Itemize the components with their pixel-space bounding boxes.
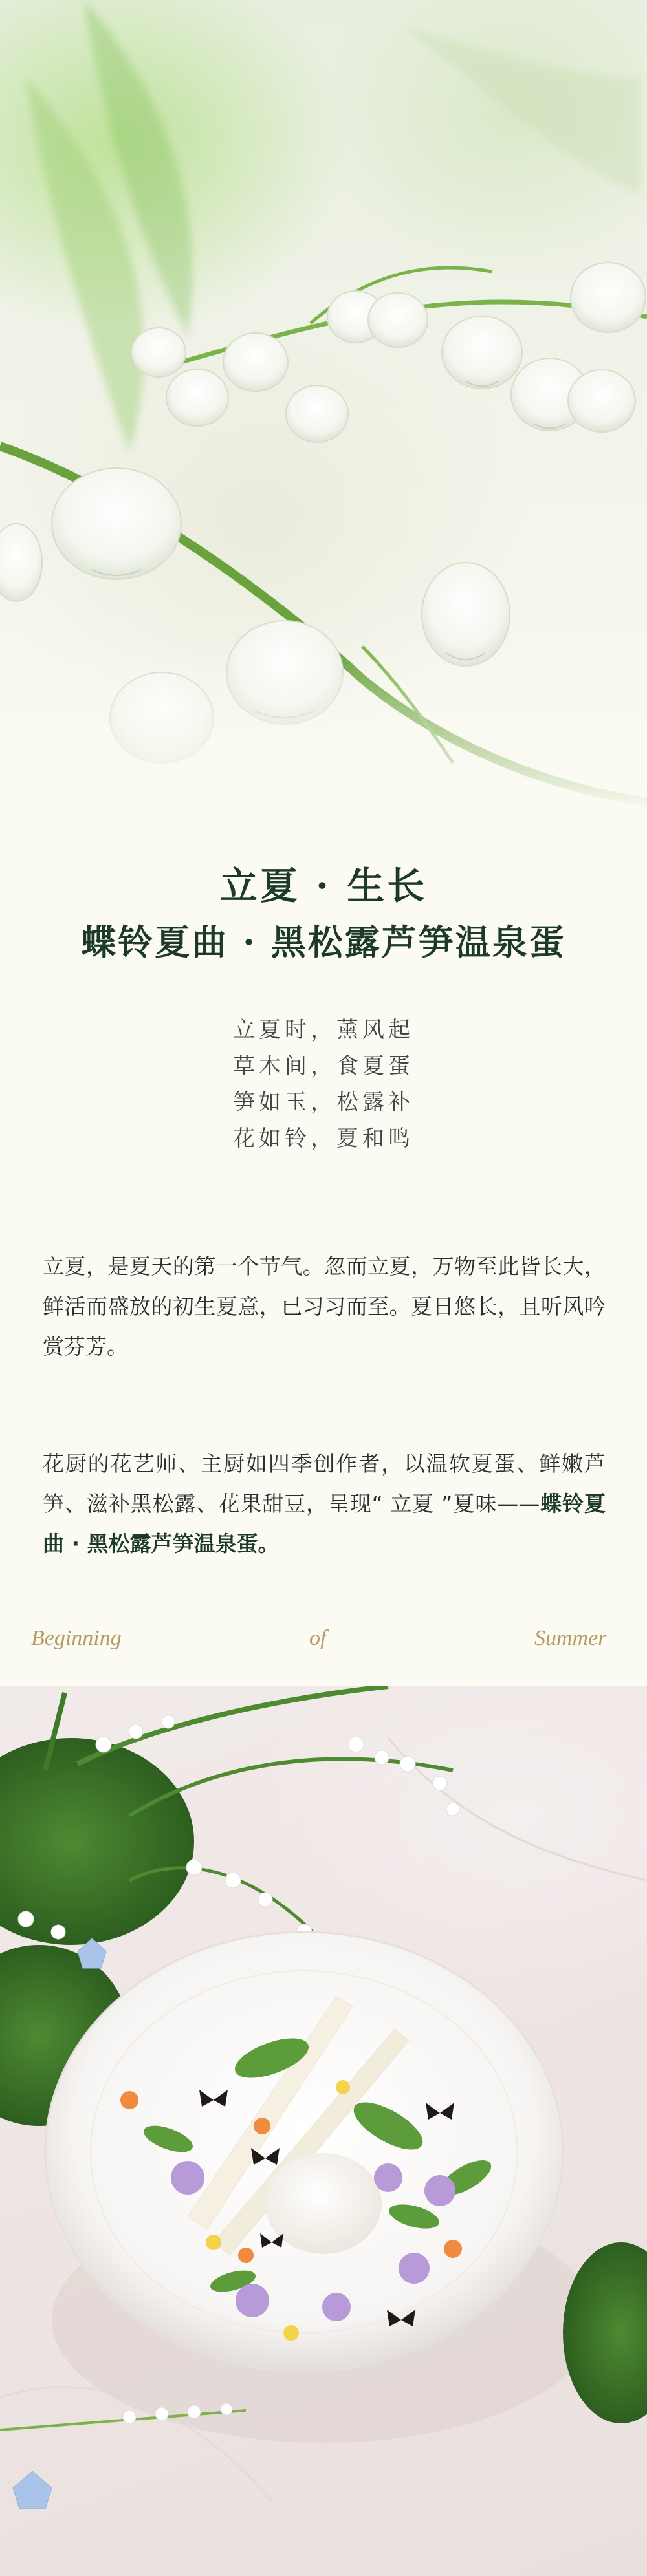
dish-paragraph-text: 花厨的花艺师、主厨如四季创作者，以温软夏蛋、鲜嫩芦笋、滋补黑松露、花果甜豆，呈现“ 立夏 ”夏味—— xyxy=(43,1451,606,1516)
season-word-summer: Summer xyxy=(534,1626,607,1650)
dish-paragraph xyxy=(43,1444,606,1564)
poem-line: 立夏时，薰风起 xyxy=(233,1017,414,1043)
dish-name-emphasis: 蝶铃夏曲 · 黑松露芦笋温泉蛋。 xyxy=(43,1491,606,1556)
poem-line: 草木间，食夏蛋 xyxy=(233,1053,414,1079)
title-block xyxy=(0,860,647,967)
hero-fade xyxy=(0,647,647,841)
intro-paragraph: 立夏，是夏天的第一个节气。忽而立夏，万物至此皆长大，鲜活而盛放的初生夏意，已习习而至。夏日悠长，且听风吟赏芬芳。 xyxy=(43,1254,606,1359)
page-title: 立夏 · 生长 xyxy=(219,864,428,908)
season-word-of: of xyxy=(309,1626,327,1650)
poem xyxy=(0,1012,647,1157)
season-caption xyxy=(0,1626,647,1665)
plated-dish-illustration xyxy=(0,1686,647,2576)
hero-image xyxy=(0,0,647,841)
poem-line: 花如铃，夏和鸣 xyxy=(233,1126,414,1152)
season-word-beginning: Beginning xyxy=(31,1626,122,1650)
dish-photo xyxy=(0,1686,647,2576)
poem-line: 笋如玉，松露补 xyxy=(233,1089,414,1115)
dish-title: 蝶铃夏曲 · 黑松露芦笋温泉蛋 xyxy=(81,921,566,963)
